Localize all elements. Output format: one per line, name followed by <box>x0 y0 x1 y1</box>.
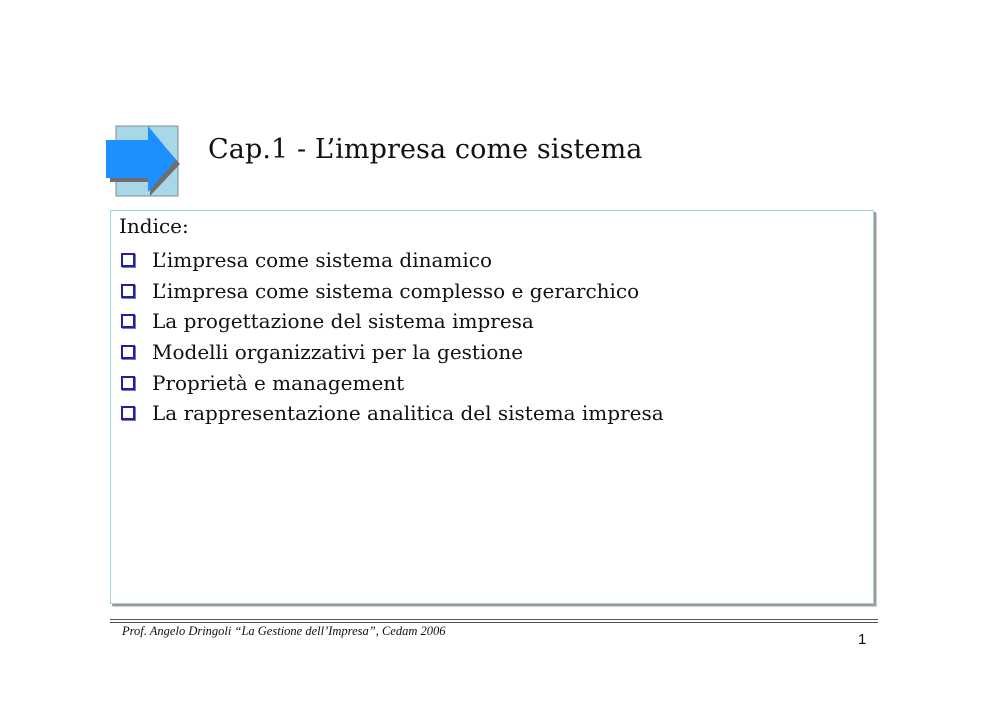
square-bullet-icon <box>121 406 135 420</box>
page-number: 1 <box>858 631 867 648</box>
list-item-label: La progettazione del sistema impresa <box>152 309 534 334</box>
list-item <box>119 367 664 398</box>
square-bullet-icon <box>121 376 135 390</box>
index-panel <box>110 210 874 604</box>
footer-divider <box>110 622 878 623</box>
list-item-label: Proprietà e management <box>152 370 405 395</box>
list-item <box>119 337 664 368</box>
footer-divider <box>110 619 878 620</box>
list-item-label: Modelli organizzativi per la gestione <box>152 340 524 365</box>
square-bullet-icon <box>121 253 135 267</box>
list-item-label: La rappresentazione analitica del sistema impresa <box>152 401 664 426</box>
list-item-label: L’impresa come sistema dinamico <box>152 248 492 273</box>
index-list <box>119 245 664 429</box>
list-item <box>119 245 664 276</box>
list-item <box>119 276 664 307</box>
list-item-label: L’impresa come sistema complesso e gerarchico <box>152 278 640 303</box>
list-item <box>119 398 664 429</box>
right-arrow-icon <box>106 124 182 198</box>
square-bullet-icon <box>121 284 135 298</box>
list-item <box>119 306 664 337</box>
square-bullet-icon <box>121 314 135 328</box>
footer-citation: Prof. Angelo Dringoli “La Gestione dell’Impresa”, Cedam 2006 <box>122 624 446 638</box>
slide-title: Cap.1 - L’impresa come sistema <box>208 134 643 165</box>
index-heading: Indice: <box>119 214 189 238</box>
square-bullet-icon <box>121 345 135 359</box>
